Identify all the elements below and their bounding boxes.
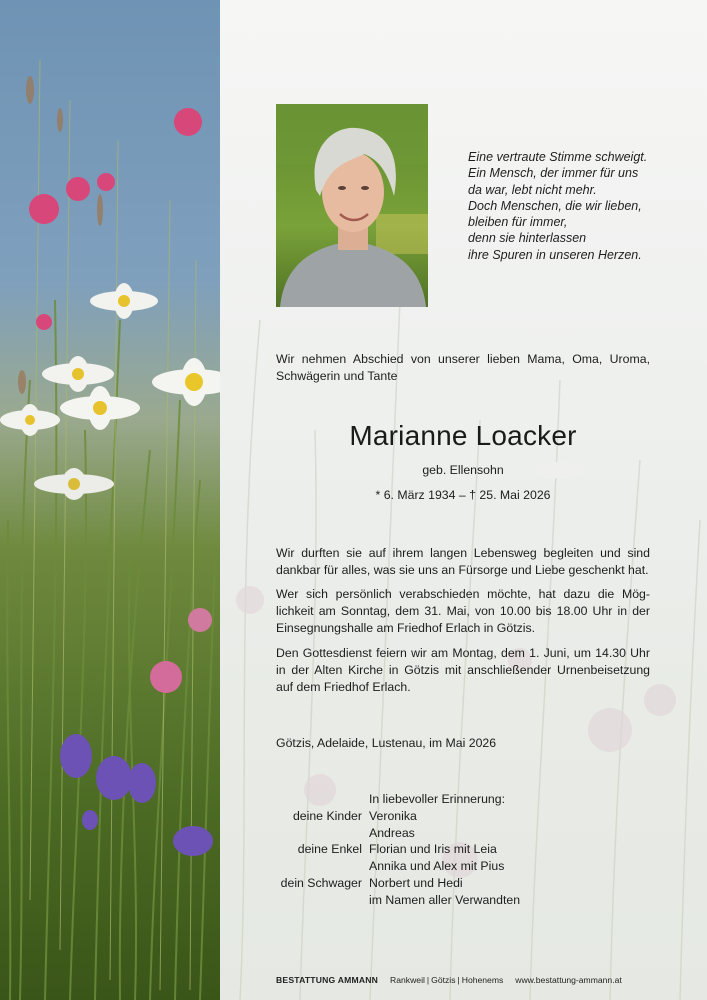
footer-location: Hohenems [461, 975, 504, 985]
family-row [276, 841, 520, 858]
paragraph-line: lichkeit am Sonntag, dem 31. Mai, von 10.00 bis 18.00 Uhr in der [276, 603, 650, 618]
paragraph-service [276, 645, 650, 695]
poem-line: Doch Menschen, die wir lieben, [468, 198, 642, 213]
family-row [276, 875, 520, 892]
poem-line: ihre Spuren in unseren Herzen. [468, 247, 642, 262]
family-label: deine Kinder [292, 808, 362, 823]
family-label [276, 858, 369, 875]
paragraph-line: in der Alten Kirche in Götzis mit anschließender Urnenbeisetzung [276, 662, 650, 677]
poem-line: da war, lebt nicht mehr. [468, 182, 597, 197]
poem-line: bleiben für immer, [468, 215, 568, 230]
deceased-name: Marianne Loacker [349, 420, 577, 451]
poem [468, 149, 688, 263]
portrait-photo [276, 104, 428, 307]
family-list [276, 791, 520, 909]
family-label [276, 791, 369, 808]
family-row [276, 791, 520, 808]
family-value: Annika und Alex mit Pius [369, 859, 505, 874]
life-dates: * 6. März 1934 – † 25. Mai 2026 [375, 488, 551, 502]
family-value: Veronika [369, 808, 417, 823]
meadow-photo [0, 0, 220, 1000]
poem-line: Ein Mensch, der immer für uns [468, 166, 639, 181]
poem-line: denn sie hinterlassen [468, 231, 587, 246]
paragraph-line: Wer sich persönlich verabschieden möchte, hat dazu die Mög- [276, 587, 650, 601]
family-row [276, 808, 520, 825]
paragraph-line: Den Gottesdienst feiern wir am Montag, dem 1. Juni, um 14.30 Uhr [276, 646, 650, 660]
family-row [276, 858, 520, 875]
family-label: deine Enkel [297, 842, 362, 857]
footer-location: Götzis [431, 975, 456, 985]
paragraph-line: auf dem Friedhof Erlach. [276, 679, 411, 694]
footer [276, 975, 622, 985]
intro-text: Wir nehmen Abschied von unserer lieben Mama, Oma, Uroma, Schwägerin und Tante [276, 352, 650, 383]
family-row [276, 825, 520, 842]
paragraph-farewell [276, 586, 650, 636]
family-value: im Namen aller Verwandten [369, 892, 521, 907]
family-label: dein Schwager [280, 875, 362, 890]
paragraph-line: Einsegnungshalle am Friedhof Erlach in Götzis. [276, 620, 536, 635]
maiden-name: geb. Ellensohn [422, 463, 504, 477]
family-value: In liebevoller Erinnerung: [369, 792, 506, 806]
paragraph-line: Wir durften sie auf ihrem langen Lebensweg begleiten und sind [276, 546, 650, 560]
family-value: Florian und Iris mit Leia [369, 842, 497, 857]
footer-separator: | [457, 975, 460, 985]
place-date: Götzis, Adelaide, Lustenau, im Mai 2026 [276, 736, 497, 750]
footer-brand [276, 975, 378, 985]
poem-line: Eine vertraute Stimme schweigt. [468, 150, 648, 164]
footer-location: Rankweil [390, 975, 425, 985]
footer-separator: | [426, 975, 430, 985]
family-row [276, 892, 520, 909]
family-label [276, 892, 369, 909]
family-value: Andreas [369, 825, 415, 840]
family-value: Norbert und Hedi [369, 875, 463, 890]
paragraph-line: dankbar für alles, was sie uns an Fürsorge und Liebe geschenkt hat. [276, 562, 649, 577]
footer-brand-bold: AMMANN [337, 975, 379, 985]
family-label [276, 825, 369, 842]
footer-brand-name: BESTATTUNG [276, 975, 336, 985]
footer-website[interactable]: www.bestattung-ammann.at [515, 975, 622, 985]
paragraph-gratitude [276, 545, 650, 579]
